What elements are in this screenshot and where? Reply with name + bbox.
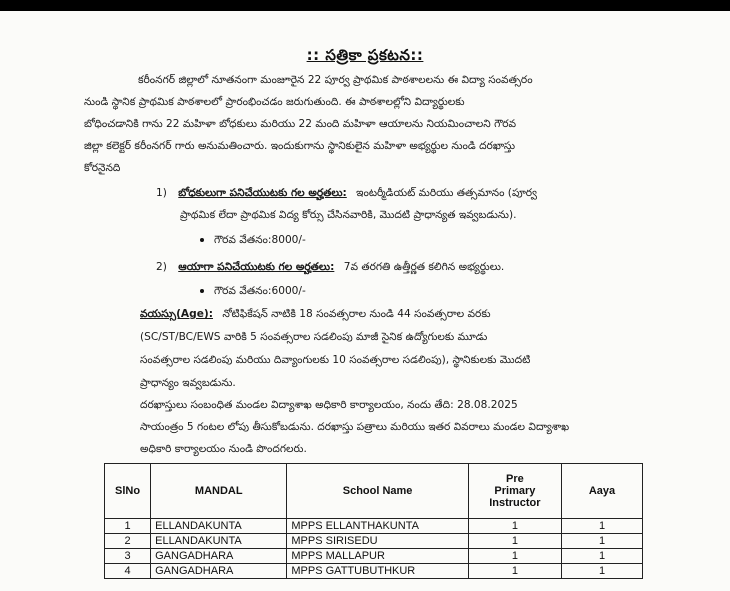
cell-slno: 1: [105, 519, 151, 534]
table-row: [105, 534, 643, 549]
table-row: [105, 519, 643, 534]
bullet-icon: [200, 289, 204, 293]
header-ppi-line-1: Pre: [506, 473, 524, 485]
intro-line-2: నుండి స్థానిక ప్రాథమిక పాఠశాలలో ప్రారంభించడం జరుగుతుంది. ఈ పాఠశాలల్లోని విద్యార్థులకు: [84, 96, 465, 108]
bullet-icon: [200, 238, 204, 242]
instructor-qualification-text: ఇంటర్మీడియట్ మరియు తత్సమానం (పూర్వ: [356, 187, 537, 199]
cell-ppi: 1: [468, 519, 561, 534]
item-1-number: 1): [156, 187, 167, 199]
header-pre-primary-instructor: [468, 464, 561, 519]
table-row: [105, 564, 643, 579]
cell-mandal: ELLANDAKUNTA: [151, 519, 287, 534]
cell-aaya: 1: [562, 549, 643, 564]
scanner-top-edge: [0, 0, 730, 11]
intro-line-4: జిల్లా కలెక్టర్ కరీంనగర్ గారు అనుమతించారు. ఇందుకుగాను స్థానికులైన మహిళా అభ్యర్థుల నుండి దరఖాస్తు: [84, 140, 516, 152]
cell-aaya: 1: [562, 534, 643, 549]
cell-aaya: 1: [562, 519, 643, 534]
age-text: నోటిఫికేషన్ నాటికి 18 సంవత్సరాల నుండి 44 సంవత్సరాల వరకు: [222, 308, 491, 320]
instructor-qualification-heading: బోధకులుగా పనిచేయుటకు గల అర్హతలు:: [178, 187, 347, 199]
header-ppi-line-2: Primary: [494, 485, 536, 497]
aaya-salary-text: గౌరవ వేతనం:6000/-: [214, 285, 306, 297]
aaya-qualification-heading: ఆయాగా పనిచేయుటకు గల అర్హతలు:: [178, 261, 335, 273]
cell-mandal: GANGADHARA: [151, 549, 287, 564]
item-2-number: 2): [156, 261, 167, 273]
cell-ppi: 1: [468, 534, 561, 549]
cell-school: MPPS ELLANTHAKUNTA: [287, 519, 468, 534]
header-school-name: School Name: [287, 464, 468, 519]
instructor-salary-text: గౌరవ వేతనం:8000/-: [214, 234, 306, 246]
cell-mandal: GANGADHARA: [151, 564, 287, 579]
cell-school: MPPS SIRISEDU: [287, 534, 468, 549]
cell-ppi: 1: [468, 564, 561, 579]
header-mandal: MANDAL: [151, 464, 287, 519]
cell-slno: 4: [105, 564, 151, 579]
age-line-3: సంవత్సరాల సడలింపు మరియు దివ్యాంగులకు 10 సంవత్సరాల సడలింపు), స్థానికులకు మొదటి: [140, 354, 531, 366]
cell-slno: 2: [105, 534, 151, 549]
instructor-salary: [200, 229, 306, 251]
aaya-qualification-text: 7వ తరగతి ఉత్తీర్ణత కలిగిన అభ్యర్థులు.: [343, 261, 505, 273]
age-label: వయస్సు(Age):: [140, 308, 213, 320]
instructor-qualification-line-1: [156, 182, 537, 204]
cell-mandal: ELLANDAKUNTA: [151, 534, 287, 549]
closing-line-3: అధికారి కార్యాలయం నుండి పొందగలరు.: [140, 443, 307, 455]
age-line-4: ప్రాధాన్యం ఇవ్వబడును.: [140, 377, 236, 389]
aaya-qualification-line: [156, 256, 504, 278]
closing-line-1: దరఖాస్తులు సంబంధిత మండల విద్యాశాఖ అధికారి కార్యాలయం, నందు తేది: 28.08.2025: [140, 399, 518, 411]
age-line-2: (SC/ST/BC/EWS వారికి 5 సంవత్సరాల సడలింపు మాజీ సైనిక ఉద్యోగులకు మూడు: [140, 331, 488, 343]
cell-school: MPPS GATTUBUTHKUR: [287, 564, 468, 579]
table-header-row: [105, 464, 643, 519]
aaya-salary: [200, 280, 306, 302]
instructor-qualification-line-2: ప్రాథమిక లేదా ప్రాథమిక విద్య కోర్సు చేసినవారికి, మొదటి ప్రాధాన్యత ఇవ్వబడును).: [180, 209, 517, 221]
document-title: [0, 46, 730, 68]
cell-slno: 3: [105, 549, 151, 564]
header-ppi-line-3: Instructor: [489, 497, 541, 509]
intro-line-5: కోరనైనది: [84, 162, 121, 174]
cell-school: MPPS MALLAPUR: [287, 549, 468, 564]
schools-table: [104, 463, 643, 579]
header-aaya: Aaya: [562, 464, 643, 519]
table-row: [105, 549, 643, 564]
cell-ppi: 1: [468, 549, 561, 564]
intro-line-3: బోధించడానికి గాను 22 మహిళా బోధకులు మరియు 22 మంది మహిళా ఆయాలను నియమించాలని గౌరవ: [84, 118, 517, 130]
age-line-1: [140, 303, 491, 325]
title-text: :: సత్రికా ప్రకటన::: [306, 46, 424, 64]
cell-aaya: 1: [562, 564, 643, 579]
closing-line-2: సాయంత్రం 5 గంటల లోపు తీసుకోబడును. దరఖాస్తు పత్రాలు మరియు ఇతర వివరాలు మండల విద్యాశాఖ: [140, 421, 570, 433]
header-slno: SlNo: [105, 464, 151, 519]
intro-line-1: కరీంనగర్ జిల్లాలో నూతనంగా మంజూరైన 22 పూర్వ ప్రాథమిక పాఠశాలలను ఈ విద్యా సంవత్సరం: [138, 74, 533, 86]
